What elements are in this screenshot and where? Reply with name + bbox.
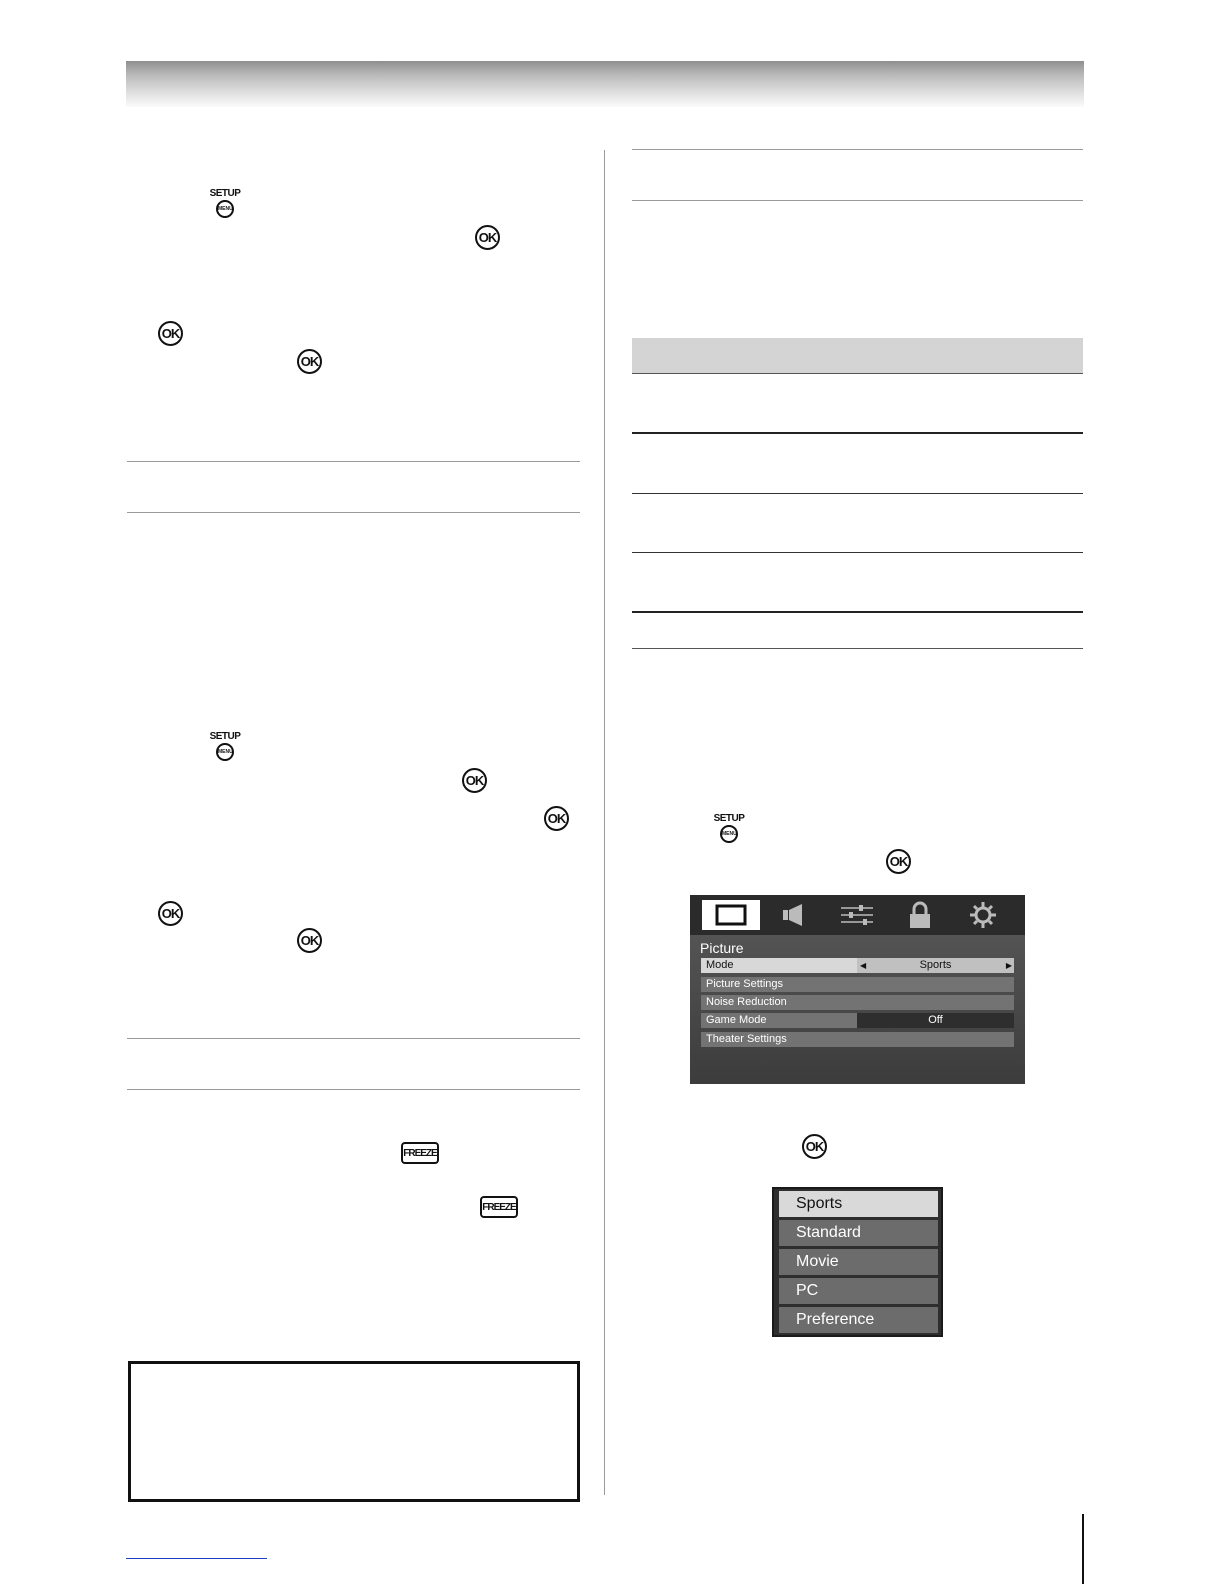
footer-link-underline [126,1558,267,1559]
menu-row-mode[interactable] [701,958,1014,973]
menu-row-game-mode[interactable] [701,1013,1014,1028]
table-row-divider [632,373,1083,374]
setup-menu-icon: SETUP MENU [205,731,245,765]
ok-icon: OK [158,321,183,346]
menu-row-value: Off [928,1014,943,1026]
section-divider [127,461,580,462]
setup-icon[interactable] [954,900,1012,930]
column-divider [604,150,605,1495]
ok-icon: OK [297,349,322,374]
picture-icon[interactable] [702,900,760,930]
page-header-band [126,61,1084,107]
menu-row-picture-settings[interactable] [701,977,1014,992]
table-row-divider [632,493,1083,494]
menu-title: Picture [700,940,744,956]
mode-option[interactable]: Movie [779,1249,938,1275]
arrow-right-icon: ▶ [1005,961,1012,970]
section-divider [127,512,580,513]
menu-tab-bar [690,895,1025,935]
menu-row-label: Mode [706,959,734,971]
menu-row-noise-reduction[interactable] [701,995,1014,1010]
mode-option[interactable]: Sports [779,1191,938,1217]
mode-option[interactable]: PC [779,1278,938,1304]
table-row-divider [632,611,1083,613]
freeze-icon: FREEZE [401,1142,439,1164]
menu-row-theater-settings[interactable] [701,1032,1014,1047]
page-edge-mark [1082,1514,1084,1584]
menu-row-label: Game Mode [706,1014,767,1026]
ok-icon: OK [462,768,487,793]
freeze-icon: FREEZE [480,1196,518,1218]
menu-row-label: Noise Reduction [706,996,787,1008]
setup-menu-icon: SETUP MENU [709,813,749,847]
ok-icon: OK [544,806,569,831]
table-row-divider [632,552,1083,553]
picture-menu-screen [690,895,1025,1084]
note-box [128,1361,580,1502]
menu-row-label: Theater Settings [706,1033,787,1045]
menu-row-label: Picture Settings [706,978,784,990]
mode-option[interactable]: Standard [779,1220,938,1246]
section-divider [127,1089,580,1090]
preferences-icon[interactable] [828,900,886,930]
arrow-left-icon: ◀ [860,961,867,970]
ok-icon: OK [802,1134,827,1159]
section-divider [127,1038,580,1039]
table-header [632,338,1083,373]
ok-icon: OK [297,928,322,953]
game-mode-value[interactable] [857,1013,1014,1028]
section-divider [632,149,1083,150]
ok-icon: OK [158,901,183,926]
ok-icon: OK [475,225,500,250]
audio-icon[interactable] [765,900,823,930]
mode-options-list [772,1187,943,1337]
table-row-divider [632,432,1083,434]
mode-option[interactable]: Preference [779,1307,938,1333]
mode-value-selector[interactable] [857,958,1014,973]
setup-menu-icon: SETUP MENU [205,188,245,222]
ok-icon: OK [886,849,911,874]
table-bottom-rule [632,648,1083,649]
menu-row-value: Sports [919,959,952,971]
section-divider [632,200,1083,201]
lock-icon[interactable] [891,900,949,930]
